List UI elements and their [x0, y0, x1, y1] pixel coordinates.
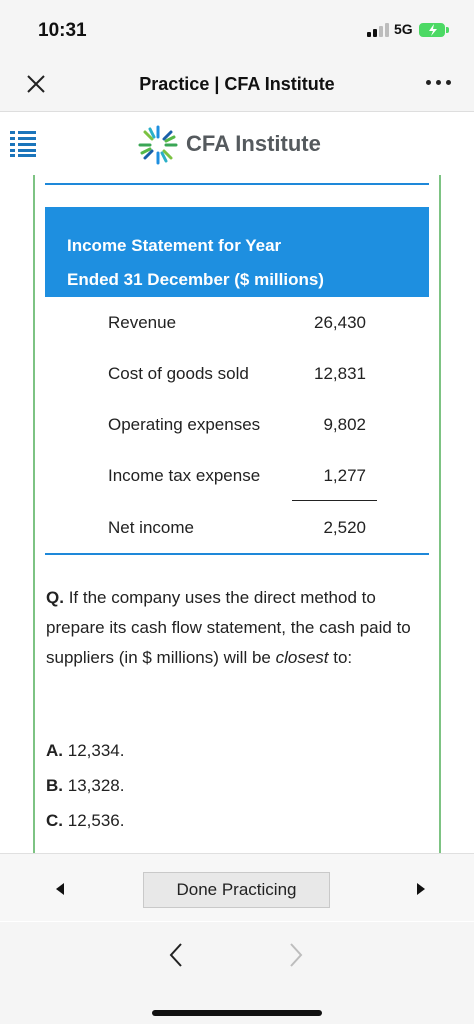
option-text: 12,334.	[67, 741, 125, 760]
option-letter: A.	[46, 741, 63, 760]
question-main: If the company uses the direct method to prepare its cash flow statement, the cash paid to suppliers (in $ millions) will be	[46, 588, 411, 667]
row-label: Net income	[108, 518, 194, 537]
top-divider	[45, 183, 429, 185]
row-label: Revenue	[108, 313, 177, 332]
option-text: 12,536.	[67, 811, 125, 830]
practice-toolbar	[0, 853, 474, 921]
cfa-logo-icon	[136, 123, 180, 167]
question-end: to:	[333, 648, 353, 667]
sum-line	[292, 500, 377, 501]
row-label: Income tax expense	[108, 466, 261, 485]
row-label: Operating expenses	[108, 415, 261, 434]
forward-chevron-icon[interactable]	[288, 942, 304, 968]
row-value: 1,277	[323, 466, 366, 485]
row-value: 2,520	[323, 518, 366, 537]
battery-tip	[446, 27, 449, 33]
logo-text: CFA Institute	[186, 131, 321, 156]
middle-divider	[45, 553, 429, 555]
status-bar	[0, 0, 474, 56]
question-text	[46, 583, 432, 673]
signal-icon	[367, 23, 389, 37]
browser-nav-bar	[0, 56, 474, 112]
table-title-line2: Ended 31 December ($ millions)	[67, 270, 324, 289]
row-value: 12,831	[314, 364, 366, 383]
done-practicing-button[interactable]: Done Practicing	[143, 872, 330, 908]
previous-arrow-icon[interactable]	[56, 883, 64, 895]
row-value: 26,430	[314, 313, 366, 332]
network-type: 5G	[394, 21, 413, 37]
question-emphasis: closest	[275, 648, 329, 667]
row-label: Cost of goods sold	[108, 364, 249, 383]
next-arrow-icon[interactable]	[417, 883, 425, 895]
table-title-line1: Income Statement for Year	[67, 236, 282, 255]
row-value: 9,802	[323, 415, 366, 434]
browser-bottom-bar	[0, 922, 474, 1024]
option-text: 13,328.	[67, 776, 125, 795]
battery-charging-icon	[419, 23, 445, 37]
back-chevron-icon[interactable]	[168, 942, 184, 968]
hamburger-menu-icon[interactable]	[10, 131, 36, 157]
answer-option-a[interactable]	[46, 741, 124, 761]
table-header	[45, 207, 429, 297]
option-letter: C.	[46, 811, 63, 830]
home-indicator	[152, 1010, 322, 1016]
option-letter: B.	[46, 776, 63, 795]
more-options-icon[interactable]	[426, 80, 454, 88]
question-label: Q.	[46, 588, 64, 607]
site-header	[0, 113, 474, 175]
page-title: Practice | CFA Institute	[139, 74, 335, 94]
answer-option-c[interactable]	[46, 811, 124, 831]
status-time: 10:31	[38, 20, 87, 41]
answer-option-b[interactable]	[46, 776, 124, 796]
